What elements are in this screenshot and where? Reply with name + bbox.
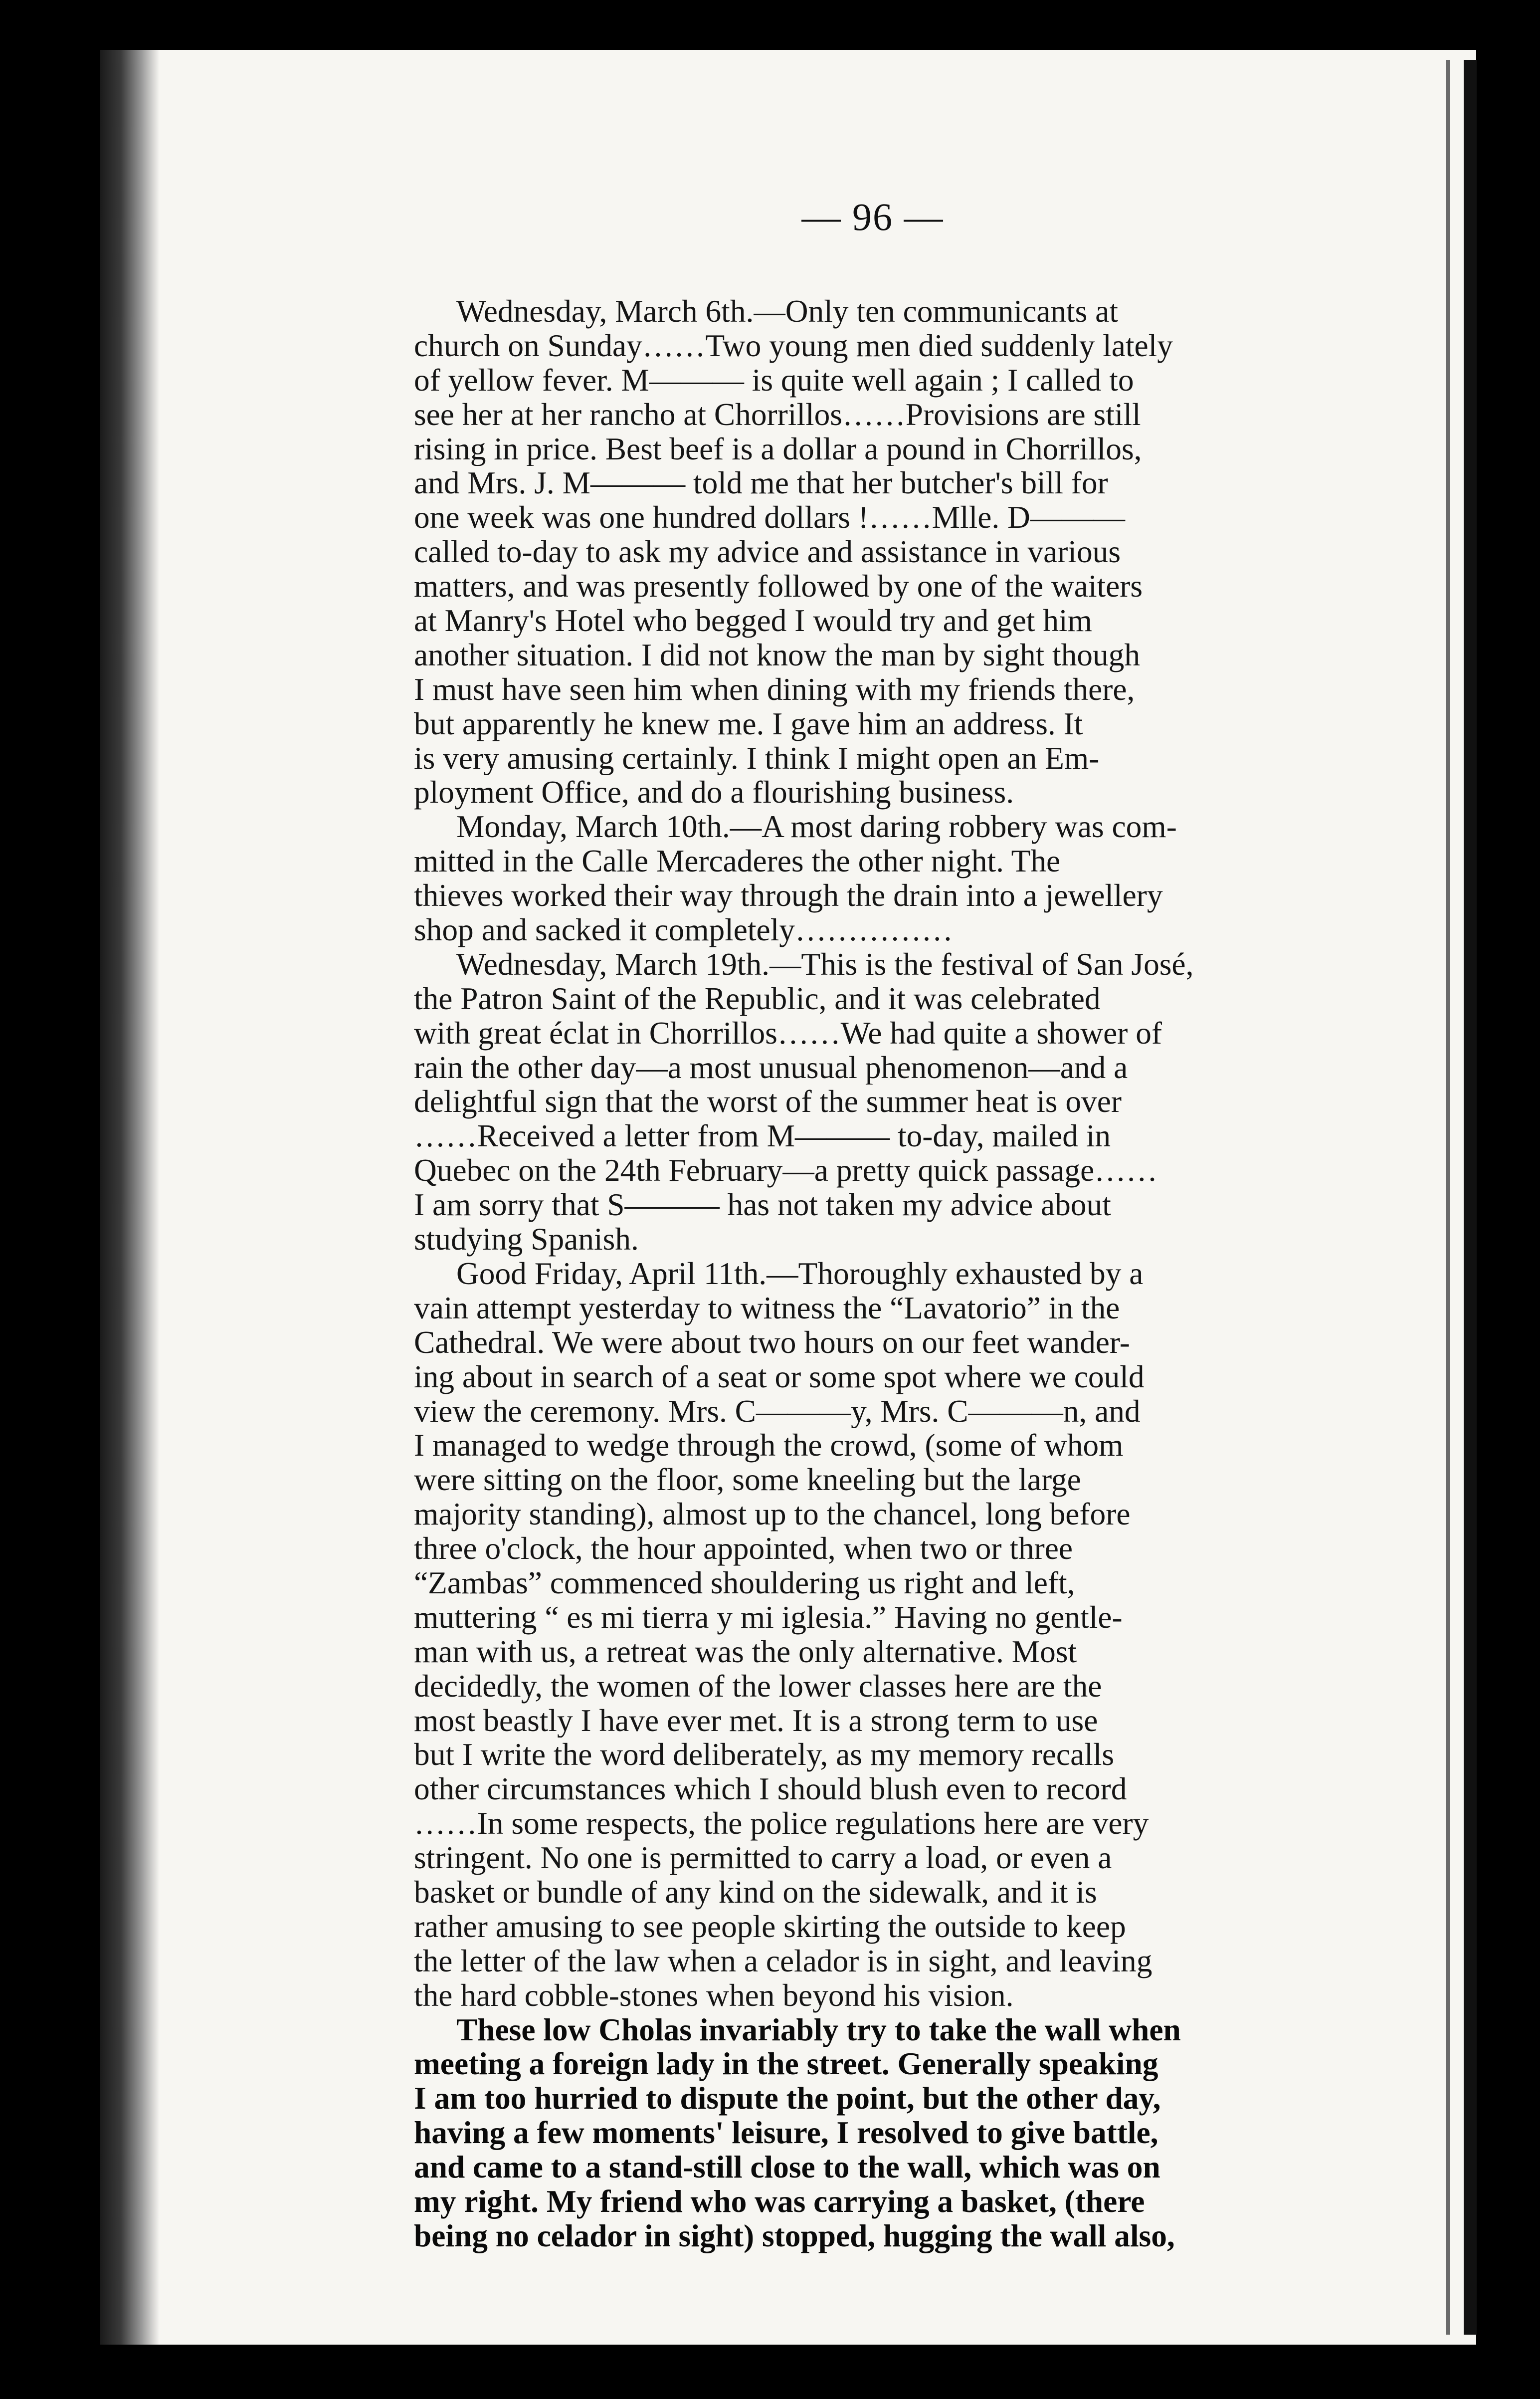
text-line: view the ceremony. Mrs. C———y, Mrs. C———n, and [414,1394,1141,1429]
text-line: Monday, March 10th.—A most daring robbery was com- [456,810,1177,845]
text-line: one week was one hundred dollars !……Mlle. D——— [414,500,1125,535]
text-line: see her at her rancho at Chorrillos……Provisions are still [414,397,1141,432]
body-text [414,294,1366,2253]
text-line: I managed to wedge through the crowd, (some of whom [414,1428,1124,1463]
text-line: having a few moments' leisure, I resolved to give battle, [414,2116,1158,2151]
text-line: rather amusing to see people skirting the outside to keep [414,1909,1126,1944]
text-line: ……In some respects, the police regulations here are very [414,1806,1149,1841]
text-line: delightful sign that the worst of the summer heat is over [414,1085,1122,1119]
text-line: Wednesday, March 19th.—This is the festival of San José, [456,947,1194,982]
text-line: ing about in search of a seat or some spot where we could [414,1359,1145,1394]
text-line: muttering “ es mi tierra y mi iglesia.” Having no gentle- [414,1600,1123,1635]
text-line: studying Spanish. [414,1222,639,1257]
text-line: of yellow fever. M——— is quite well again ; I called to [414,363,1134,398]
text-line: stringent. No one is permitted to carry a load, or even a [414,1841,1112,1875]
page-edge-rule [1464,60,1477,2335]
text-line: the hard cobble-stones when beyond his vision. [414,1978,1014,2013]
text-line: being no celador in sight) stopped, hugging the wall also, [414,2218,1175,2253]
text-line: the Patron Saint of the Republic, and it was celebrated [414,981,1101,1016]
text-line: mitted in the Calle Mercaderes the other night. The [414,844,1061,879]
text-line: ……Received a letter from M——— to-day, mailed in [414,1119,1111,1154]
text-line: and Mrs. J. M——— told me that her butcher's bill for [414,466,1108,501]
text-line: another situation. I did not know the man by sight though [414,638,1141,672]
text-line: and came to a stand-still close to the wall, which was on [414,2150,1160,2184]
text-line: church on Sunday……Two young men died suddenly lately [414,328,1173,363]
text-line: vain attempt yesterday to witness the “Lavatorio” in the [414,1291,1120,1325]
text-line: is very amusing certainly. I think I might open an Em- [414,741,1100,776]
text-line: Quebec on the 24th February—a pretty quick passage…… [414,1153,1158,1188]
text-line: basket or bundle of any kind on the sidewalk, and it is [414,1875,1097,1910]
text-line: my right. My friend who was carrying a basket, (there [414,2184,1145,2219]
text-line: meeting a foreign lady in the street. Generally speaking [414,2047,1158,2082]
text-line: ployment Office, and do a flourishing business. [414,775,1014,810]
text-line: the letter of the law when a celador is in sight, and leaving [414,1944,1153,1978]
text-line: at Manry's Hotel who begged I would try and get him [414,604,1092,638]
binding-edge [100,50,160,2345]
text-line: man with us, a retreat was the only alternative. Most [414,1634,1077,1669]
text-line: other circumstances which I should blush even to record [414,1772,1127,1807]
text-line: Good Friday, April 11th.—Thoroughly exhausted by a [456,1256,1144,1291]
text-line: I am sorry that S——— has not taken my advice about [414,1188,1111,1223]
text-line: “Zambas” commenced shouldering us right and left, [414,1565,1075,1600]
page-number: — 96 — [801,195,944,238]
text-line: called to-day to ask my advice and assistance in various [414,535,1121,570]
text-line: but I write the word deliberately, as my memory recalls [414,1738,1115,1772]
text-line: but apparently he knew me. I gave him an address. It [414,706,1083,741]
text-line: most beastly I have ever met. It is a strong term to use [414,1703,1098,1738]
text-line: thieves worked their way through the drain into a jewellery [414,878,1163,913]
text-line: rain the other day—a most unusual phenomenon—and a [414,1050,1128,1085]
text-line: These low Cholas invariably try to take the wall when [456,2012,1181,2047]
text-line: I am too hurried to dispute the point, but the other day, [414,2081,1161,2116]
text-line: rising in price. Best beef is a dollar a pound in Chorrillos, [414,432,1142,466]
page-edge-shadow [1446,60,1450,2335]
text-line: I must have seen him when dining with my friends there, [414,672,1135,707]
text-line: shop and sacked it completely…………… [414,913,953,947]
text-line: decidedly, the women of the lower classes here are the [414,1669,1102,1704]
text-line: majority standing), almost up to the chancel, long before [414,1497,1131,1532]
text-line: with great éclat in Chorrillos……We had quite a shower of [414,1016,1162,1051]
text-line: Wednesday, March 6th.—Only ten communicants at [456,294,1118,329]
text-line: were sitting on the floor, some kneeling but the large [414,1463,1081,1498]
text-line: matters, and was presently followed by one of the waiters [414,569,1143,604]
text-line: Cathedral. We were about two hours on our feet wander- [414,1325,1130,1360]
text-line: three o'clock, the hour appointed, when two or three [414,1531,1073,1566]
